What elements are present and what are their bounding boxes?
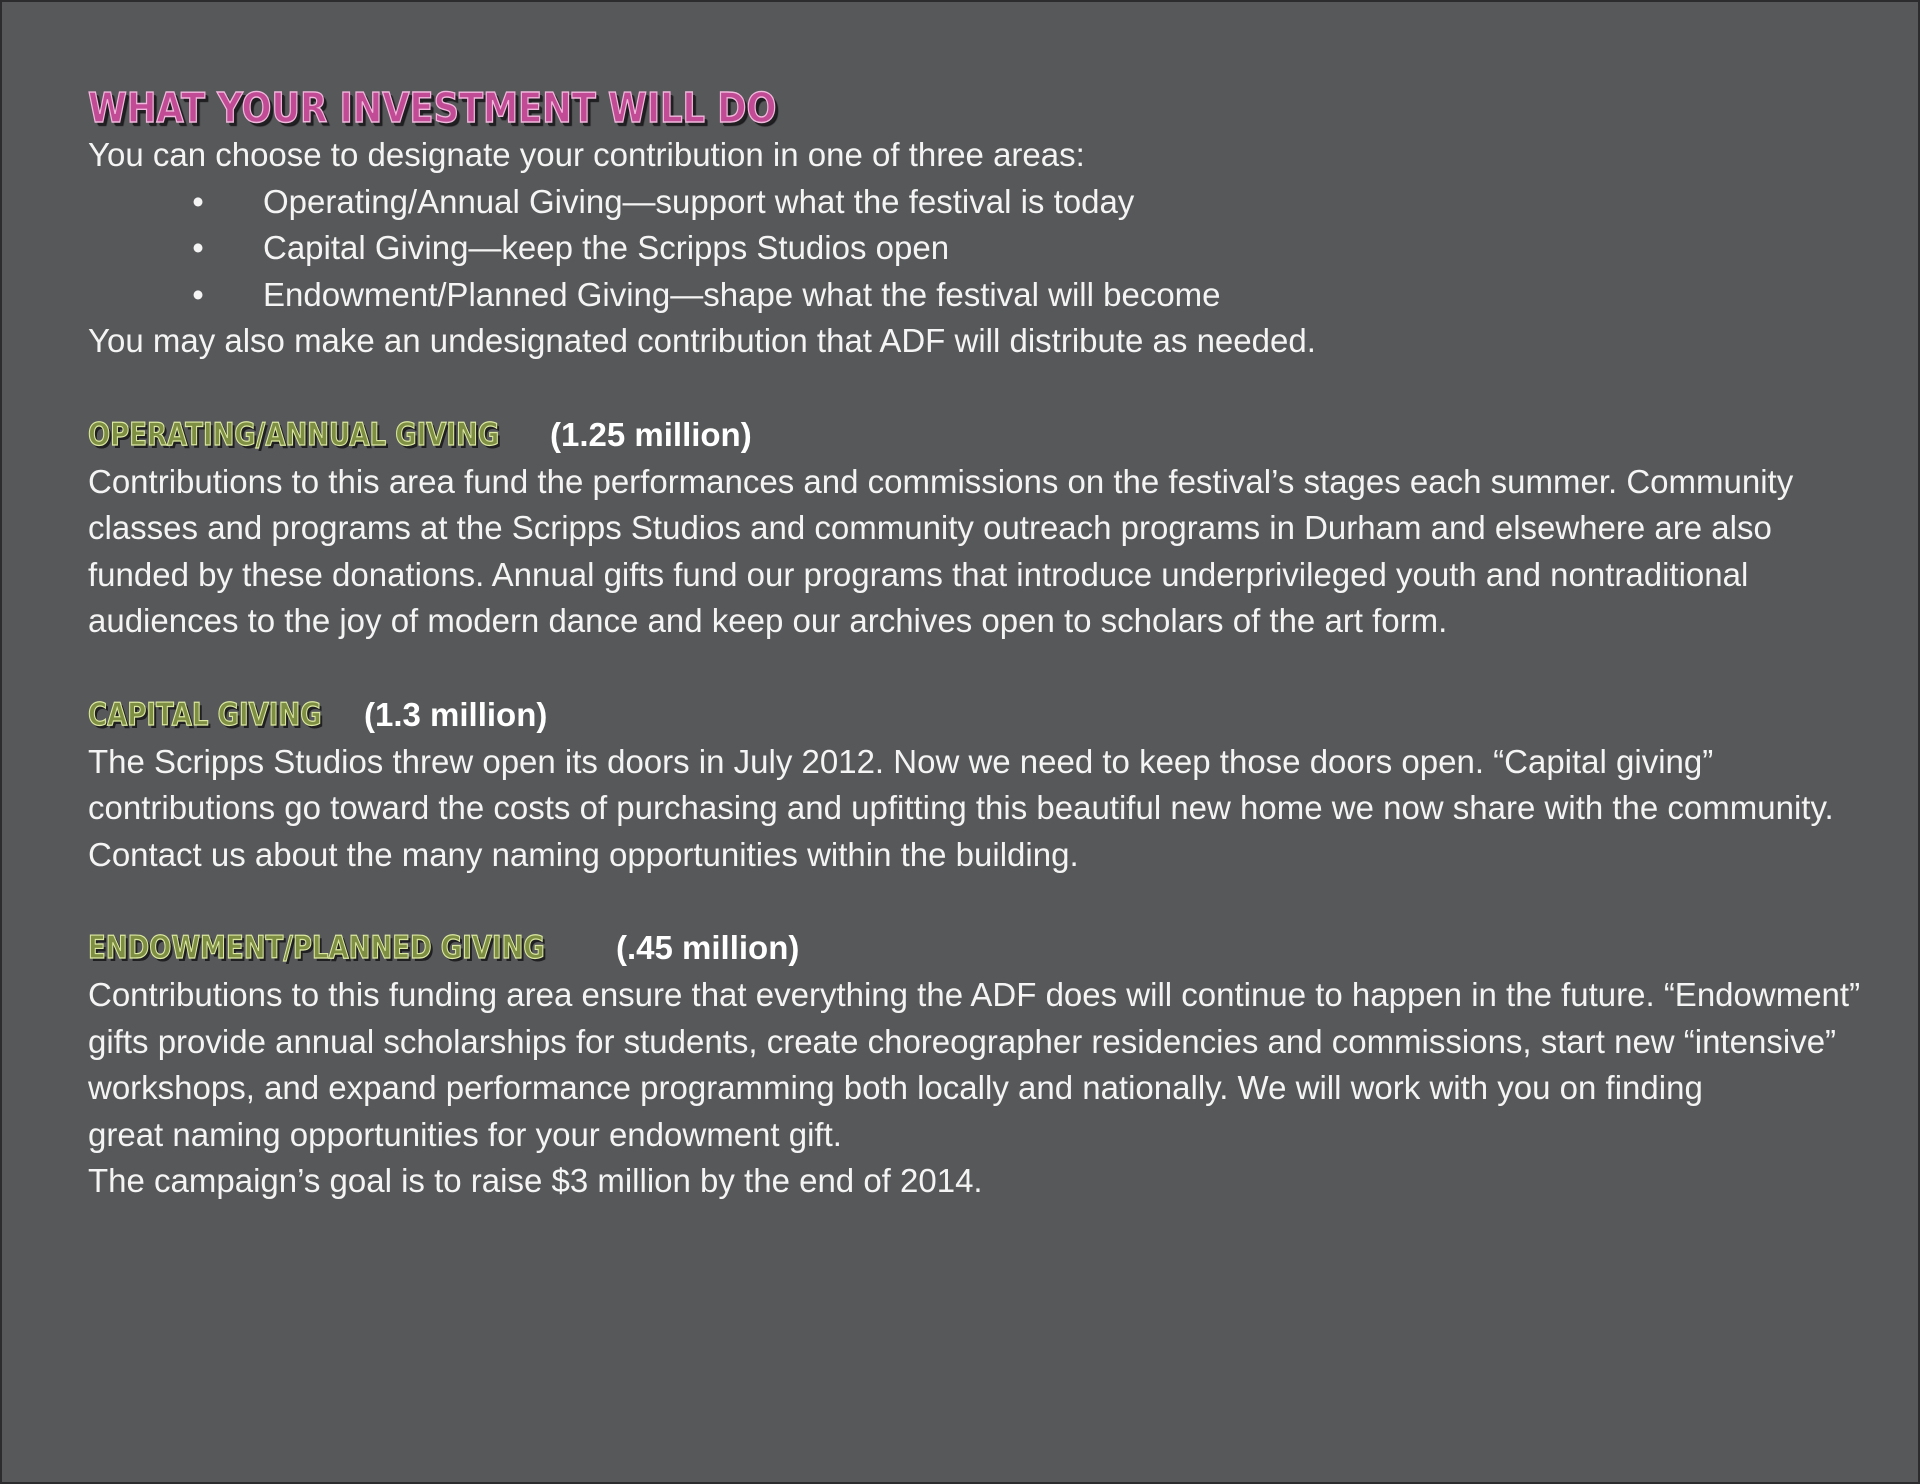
body-line: audiences to the joy of modern dance and keep our archives open to scholars of the art form.: [88, 602, 1448, 639]
document-content: [88, 84, 1878, 1205]
body-line: Contributions to this funding area ensure that everything the ADF does will continue to happen in the future. “Endowment”: [88, 976, 1861, 1013]
section-capital: [88, 691, 1878, 879]
section-body: [88, 972, 1878, 1158]
list-item-text: Capital Giving—keep the Scripps Studios open: [263, 229, 950, 266]
section-amount: (1.3 million): [364, 695, 548, 733]
section-heading: OPERATING/ANNUAL GIVING: [88, 416, 500, 453]
section-heading-row: [88, 691, 1878, 739]
body-line: gifts provide annual scholarships for students, create choreographer residencies and commissions, start new “intensive”: [88, 1022, 1837, 1060]
section-amount: (.45 million): [616, 929, 800, 966]
section-endowment: [88, 924, 1878, 1158]
section-heading-wrap: [88, 930, 608, 966]
body-line: great naming opportunities for your endowment gift.: [88, 1115, 842, 1153]
bullet-icon: •: [192, 275, 204, 313]
campaign-goal: The campaign’s goal is to raise $3 million by the end of 2014.: [88, 1162, 983, 1199]
bullet-icon: •: [192, 182, 204, 220]
list-item: [88, 225, 1878, 272]
undesignated-text: You may also make an undesignated contribution that ADF will distribute as needed.: [88, 322, 1316, 359]
page-title: WHAT YOUR INVESTMENT WILL DO: [88, 84, 777, 132]
bullet-icon: •: [192, 229, 204, 266]
areas-list: [88, 179, 1878, 319]
body-line: The Scripps Studios threw open its doors in July 2012. Now we need to keep those doors open. “Capital giving”: [88, 742, 1714, 780]
body-line: workshops, and expand performance programming both locally and nationally. We will work with you on finding: [88, 1069, 1703, 1106]
section-body: [88, 459, 1878, 645]
body-line: classes and programs at the Scripps Studios and community outreach programs in Durham and elsewhere are also: [88, 509, 1772, 546]
list-item: [88, 272, 1878, 319]
body-line: Contributions to this area fund the performances and commissions on the festival’s stages each summer. Community: [88, 462, 1794, 500]
section-amount: (1.25 million): [550, 415, 752, 453]
section-heading-wrap: [88, 417, 542, 453]
list-item: [88, 179, 1878, 226]
section-body: [88, 739, 1878, 879]
body-line: contributions go toward the costs of purchasing and upfitting this beautiful new home we now share with the community.: [88, 789, 1834, 826]
list-item-text: Endowment/Planned Giving—shape what the festival will become: [263, 275, 1221, 313]
intro-text: You can choose to designate your contribution in one of three areas:: [88, 136, 1085, 173]
section-heading: ENDOWMENT/PLANNED GIVING: [88, 930, 545, 966]
section-operating: [88, 411, 1878, 645]
section-heading-row: [88, 924, 1878, 972]
section-heading-wrap: [88, 697, 356, 733]
body-line: Contact us about the many naming opportunities within the building.: [88, 835, 1079, 873]
body-line: funded by these donations. Annual gifts fund our programs that introduce underprivileged youth and nontraditional: [88, 555, 1749, 593]
section-heading: CAPITAL GIVING: [88, 696, 322, 733]
section-heading-row: [88, 411, 1878, 459]
list-item-text: Operating/Annual Giving—support what the festival is today: [263, 182, 1135, 220]
